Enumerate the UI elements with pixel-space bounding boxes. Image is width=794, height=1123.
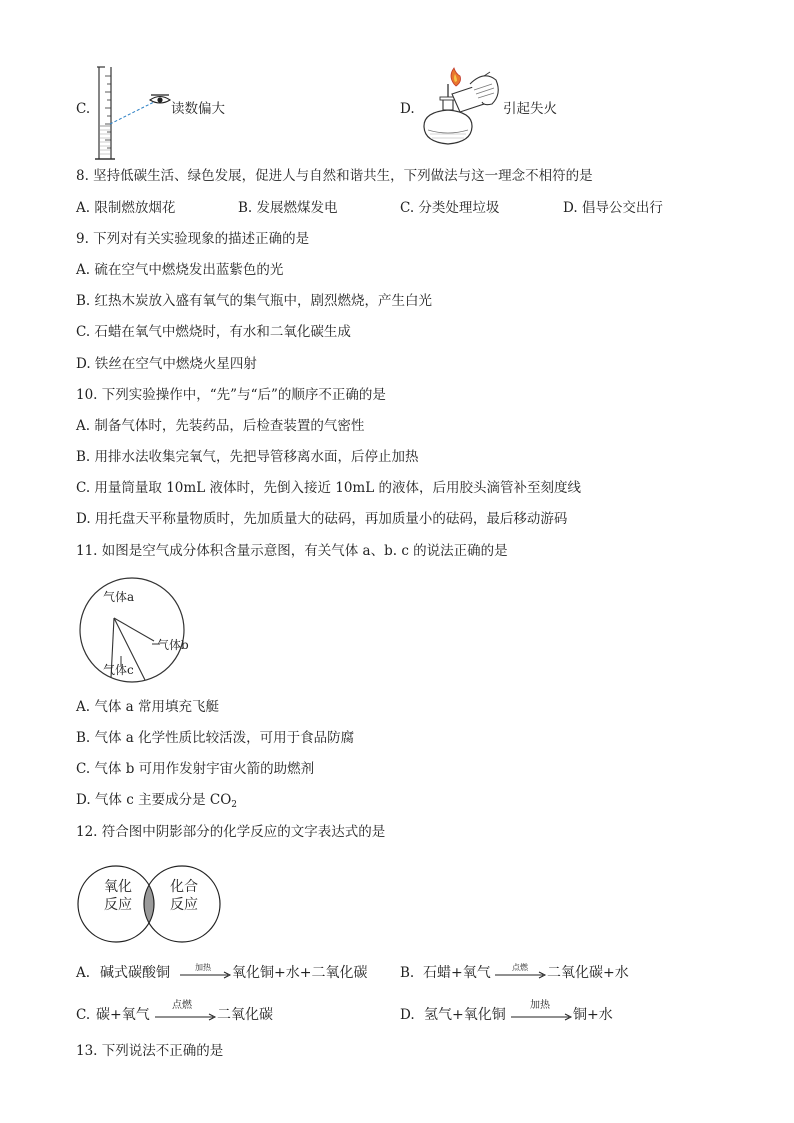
q12-stem: 12. 符合图中阴影部分的化学反应的文字表达式的是	[76, 824, 386, 840]
q12-option-c-product: 二氧化碳	[217, 1007, 273, 1023]
q10-option-b: B. 用排水法收集完氧气，先把导管移离水面，后停止加热	[76, 449, 419, 465]
alcohol-lamp-icon	[418, 64, 508, 154]
air-composition-pie-diagram	[76, 578, 206, 688]
q12-option-b-condition: 点燃	[512, 963, 528, 972]
q9-stem: 9. 下列对有关实验现象的描述正确的是	[76, 231, 310, 247]
q12-option-c-letter: C.	[76, 1007, 91, 1023]
q8-option-a: A. 限制燃放烟花	[76, 200, 176, 216]
q7-option-c-letter: C.	[76, 101, 91, 117]
q8-option-d: D. 倡导公交出行	[563, 200, 663, 216]
q8-option-c: C. 分类处理垃圾	[400, 200, 500, 216]
q7-option-d-letter: D.	[400, 101, 415, 117]
venn-diagram	[76, 864, 226, 944]
reaction-arrow-icon	[180, 971, 232, 979]
q13-stem: 13. 下列说法不正确的是	[76, 1043, 224, 1059]
q8-stem: 8. 坚持低碳生活、绿色发展，促进人与自然和谐共生，下列做法与这一理念不相符的是	[76, 168, 593, 184]
q11-option-a: A. 气体 a 常用填充飞艇	[76, 699, 219, 715]
q12-option-a-condition: 加热	[195, 963, 211, 972]
q9-option-c: C. 石蜡在氧气中燃烧时，有水和二氧化碳生成	[76, 324, 351, 340]
reaction-arrow-icon	[495, 971, 547, 979]
q11-option-c: C. 气体 b 可用作发射宇宙火箭的助燃剂	[76, 761, 315, 777]
q10-stem: 10. 下列实验操作中，“先”与“后”的顺序不正确的是	[76, 387, 386, 403]
q12-option-d-product: 铜+水	[573, 1007, 613, 1023]
pie-label-gas-c: 气体c	[103, 663, 134, 677]
q10-option-c: C. 用量筒量取 10mL 液体时，先倒入接近 10mL 的液体，后用胶头滴管补至刻度线	[76, 480, 581, 496]
q12-option-a-product: 氧化铜+水+二氧化碳	[232, 965, 368, 981]
q12-option-c-condition: 点燃	[172, 1000, 192, 1011]
q7-option-d-text: 引起失火	[503, 101, 557, 117]
q9-option-b: B. 红热木炭放入盛有氧气的集气瓶中，剧烈燃烧，产生白光	[76, 293, 433, 309]
q12-option-a-reactant: 碱式碳酸铜	[100, 965, 170, 981]
q10-option-a: A. 制备气体时，先装药品，后检查装置的气密性	[76, 418, 365, 434]
q11-option-d	[76, 791, 237, 814]
q11-option-b: B. 气体 a 化学性质比较活泼，可用于食品防腐	[76, 730, 355, 746]
q12-option-b-product: 二氧化碳+水	[547, 965, 629, 981]
venn-right-line2: 反应	[170, 897, 198, 913]
reaction-arrow-icon	[511, 1013, 573, 1021]
reaction-arrow-icon	[155, 1013, 217, 1021]
q12-option-a-letter: A.	[76, 965, 91, 981]
q12-option-c-reactant: 碳+氧气	[96, 1007, 150, 1023]
venn-right-line1: 化合	[170, 879, 198, 895]
q11-option-d-subscript: 2	[231, 800, 237, 810]
pie-label-gas-a: 气体a	[103, 590, 135, 604]
q8-option-b: B. 发展燃煤发电	[238, 200, 338, 216]
graduated-cylinder-icon	[90, 64, 180, 164]
q12-option-b-reactant: 石蜡+氧气	[423, 965, 491, 981]
q12-option-d-condition: 加热	[530, 1000, 550, 1011]
q10-option-d: D. 用托盘天平称量物质时，先加质量大的砝码，再加质量小的砝码，最后移动游码	[76, 511, 568, 527]
q9-option-d: D. 铁丝在空气中燃烧火星四射	[76, 356, 257, 372]
q12-option-b-letter: B.	[400, 965, 415, 981]
q12-option-d-reactant: 氢气+氧化铜	[424, 1007, 506, 1023]
q12-option-d-letter: D.	[400, 1007, 415, 1023]
q11-option-d-text: D. 气体 c 主要成分是 CO	[76, 792, 232, 808]
q7-option-c-text: 读数偏大	[171, 101, 225, 117]
venn-left-line2: 反应	[104, 897, 132, 913]
q9-option-a: A. 硫在空气中燃烧发出蓝紫色的光	[76, 262, 284, 278]
venn-left-line1: 氧化	[104, 879, 132, 895]
pie-label-gas-b: 气体b	[157, 638, 189, 652]
q11-stem: 11. 如图是空气成分体积含量示意图，有关气体 a、b. c 的说法正确的是	[76, 543, 508, 559]
